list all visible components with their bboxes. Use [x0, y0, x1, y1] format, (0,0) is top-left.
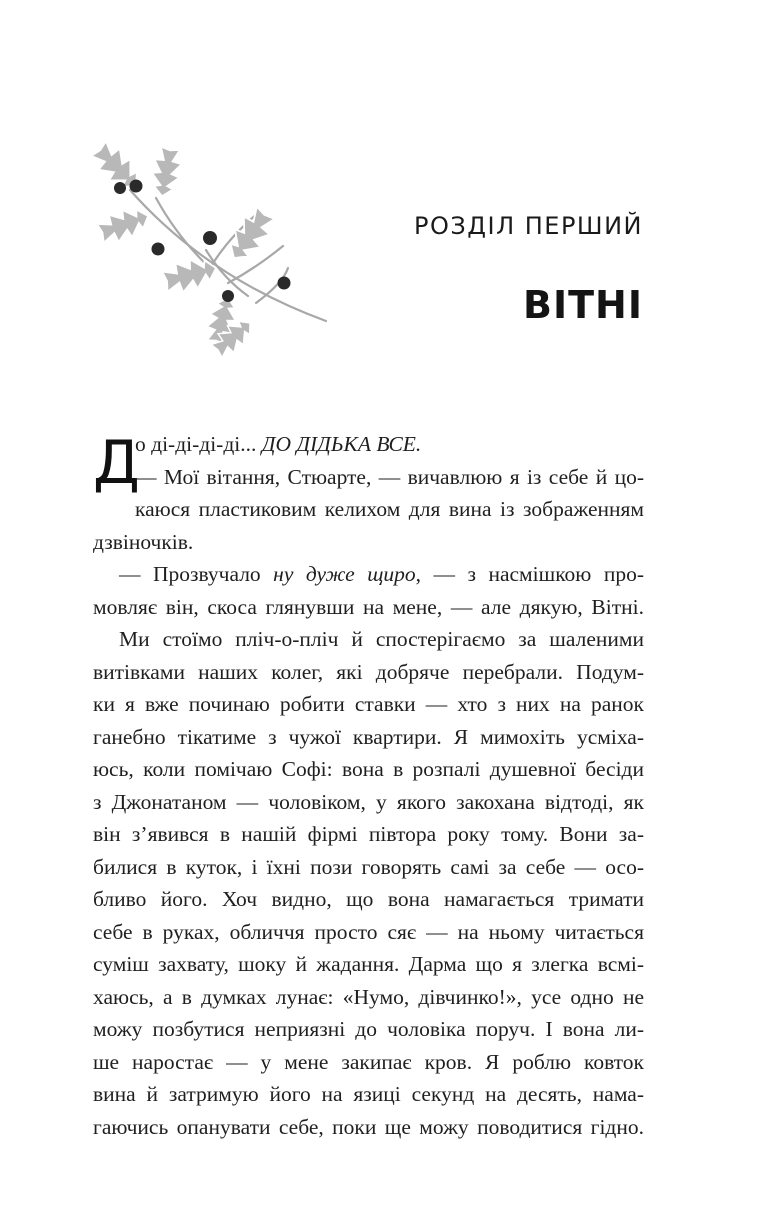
- text-line: він з’явився в нашій фірмі півтора року тому. Вони за-: [93, 822, 644, 846]
- text-line: себе в руках, обличчя просто сяє — на ньому читається: [93, 919, 644, 944]
- first-line-text: о ді-ді-ді-ді...: [135, 432, 257, 456]
- drop-cap: Д: [93, 428, 140, 498]
- text-line: мовляє він, скоса глянувши на мене, — але дякую, Вітні.: [93, 594, 644, 619]
- text-line: — Мої вітання, Стюарте, — вичавлюю я із себе й цо-: [135, 464, 644, 489]
- first-line-italic: ДО ДІДЬКА ВСЕ.: [261, 432, 422, 456]
- text-line: каюся пластиковим келихом для вина із зображенням: [135, 497, 644, 521]
- text-line: з Джонатаном — чоловіком, у якого закохана відтоді, як: [93, 789, 644, 814]
- text-line: суміш захвату, шоку й жадання. Дарма що я злегка всмі-: [93, 952, 644, 976]
- chapter-title: ВІТНІ: [523, 283, 643, 327]
- text-line: бливо його. Хоч видно, що вона намагається тримати: [93, 887, 644, 911]
- text-line: гаючись опанувати себе, поки ще можу поводитися гідно.: [93, 1114, 644, 1139]
- chapter-label: РОЗДІЛ ПЕРШИЙ: [413, 212, 643, 240]
- text-line: вина й затримую його на язиці секунд на десять, нама-: [93, 1082, 644, 1106]
- holly-branch-icon: [78, 128, 330, 378]
- text-line: ше наростає — у мене закипає кров. Я роблю ковток: [93, 1049, 644, 1074]
- body-text: [93, 428, 644, 1143]
- text-line: витівками наших колег, які добряче перебрали. Подум-: [93, 659, 644, 684]
- text-line: Ми стоїмо пліч-о-пліч й спостерігаємо за шаленими: [119, 627, 644, 651]
- text-line: дзвіночків.: [93, 529, 194, 554]
- text-line: юсь, коли помічаю Софі: вона в розпалі душевної бесіди: [93, 757, 644, 781]
- text-span: — Прозвучало: [119, 562, 274, 586]
- text-line: билися в куток, і їхні пози говорять самі за себе — осо-: [93, 854, 644, 879]
- italic-span: ну дуже щиро: [273, 562, 416, 586]
- text-line: можу позбутися неприязні до чоловіка поруч. І вона ли-: [93, 1017, 644, 1041]
- text-line: ки я вже починаю робити ставки — хто з них на ранок: [93, 692, 644, 716]
- text-line: ганебно тікатиме з чужої квартири. Я мимохіть усміха-: [93, 724, 644, 749]
- text-span: , — з насмішкою про-: [415, 562, 644, 586]
- text-line: [93, 558, 644, 591]
- text-line: хаюсь, а в думках лунає: «Нумо, дівчинко!», усе одно не: [93, 984, 644, 1009]
